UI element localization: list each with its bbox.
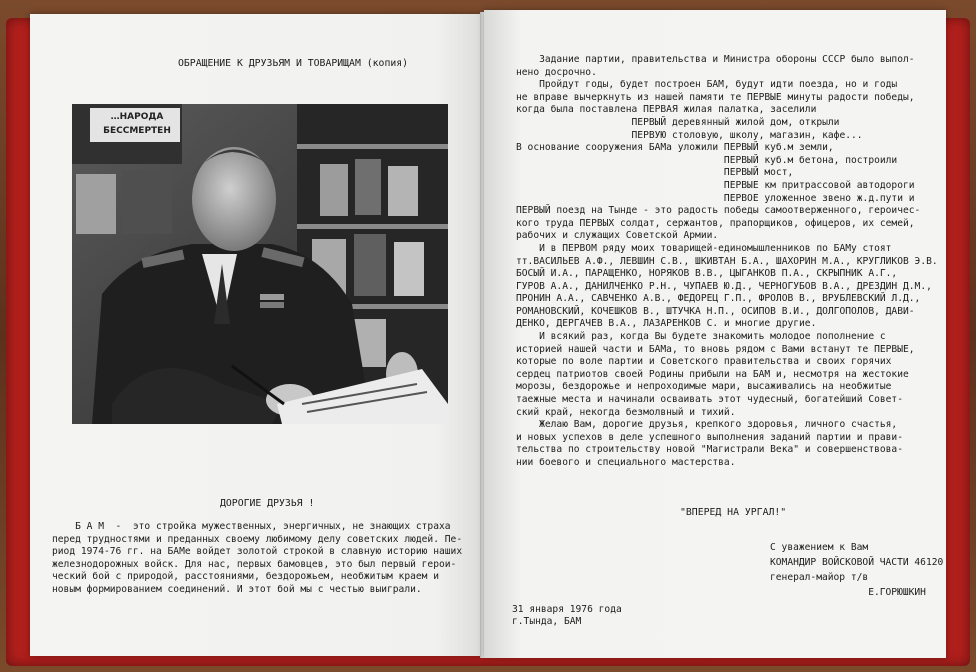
left-body-text <box>52 521 462 597</box>
signature-line: Е.ГОРЮШКИН <box>770 587 926 598</box>
text-line: тт.ВАСИЛЬЕВ А.Ф., ЛЕВШИН С.В., ШКИВТАН Б.А., ШАХОРИН М.А., КРУГЛИКОВ Э.В. <box>516 255 938 267</box>
text-line: И всякий раз, когда Вы будете знакомить молодое пополнение с <box>516 331 886 343</box>
text-line: Желаю Вам, дорогие друзья, крепкого здоровья, личного счастья, <box>516 419 898 431</box>
left-page <box>30 14 482 656</box>
text-line: В основание сооружения БАМа уложили ПЕРВЫЙ куб.м земли, <box>516 142 834 154</box>
text-line: тельства по строительству новой "Магистрали Века" и совершенствова- <box>516 444 903 456</box>
letter-place: г.Тында, БАМ <box>512 616 582 627</box>
text-line: ПЕРВОЕ уложенное звено ж.д.пути и <box>516 192 915 204</box>
right-page <box>484 10 946 658</box>
text-line: И в ПЕРВОМ ряду моих товарищей-единомышленников по БАМу стоят <box>516 242 892 254</box>
text-line: Б А М - это стройка мужественных, энергичных, не знающих страха <box>52 521 451 532</box>
text-line: РОМАНОВСКИЙ, КОЧЕШКОВ В., ШТУЧКА Н.П., ОСИПОВ В.И., ДОЛГОПОЛОВ, ДАВИ- <box>516 305 915 317</box>
text-line: нии боевого и специального мастерства. <box>516 457 736 468</box>
text-line: ПЕРВЫЙ мост, <box>516 167 794 179</box>
text-line: Задание партии, правительства и Министра обороны СССР было выпол- <box>516 54 915 65</box>
text-line: ПЕРВЫЙ деревянный жилой дом, открыли <box>516 116 840 128</box>
photo-sign-text: …НАРОДА БЕССМЕРТЕН <box>103 112 171 136</box>
text-line: морозы, бездорожье и непроходимые мари, высаживались на необжитые <box>516 381 892 393</box>
text-line: ПРОНИН А.А., САВЧЕНКО А.В., ФЕДОРЕЦ Г.П., ФРОЛОВ В., ВРУБЛЕВСКИЙ Л.Д., <box>516 293 921 305</box>
text-line: Пройдут годы, будет построен БАМ, будут идти поезда, но и годы <box>516 79 898 91</box>
signature-block <box>770 540 943 600</box>
text-line: ский край, некогда безмолвный и тихий. <box>516 406 736 418</box>
page-title: ОБРАЩЕНИЕ К ДРУЗЬЯМ И ТОВАРИЩАМ (копия) <box>178 58 409 69</box>
text-line: когда была поставлена ПЕРВАЯ жилая палатка, заселили <box>516 104 817 116</box>
text-line: ГУРОВ А.А., ДАНИЛЧЕНКО Р.Н., ЧУПАЕВ Ю.Д., ЧЕРНОГУБОВ В.А., ДРЕЗДИН Д.М., <box>516 280 932 292</box>
text-line: ПЕРВЫЕ км притрассовой автодороги <box>516 179 915 191</box>
text-line: риод 1974-76 гг. на БАМе войдет золотой строкой в славную историю наших <box>52 546 463 558</box>
text-line: кого труда ПЕРВЫХ солдат, сержантов, прапорщиков, офицеров, их семей, <box>516 217 915 229</box>
text-line: рабочих и служащих Советской Армии. <box>516 230 719 242</box>
right-body-text <box>516 54 938 470</box>
text-line: не вправе вычеркнуть из нашей памяти те ПЕРВЫЕ минуты радости победы, <box>516 91 915 103</box>
text-line: ПЕРВЫЙ куб.м бетона, построили <box>516 154 898 166</box>
text-line: железнодорожных войск. Для нас, первых бамовцев, это был первый герои- <box>52 558 457 570</box>
text-line: которые по воле партии и Советского правительства и своих горячих <box>516 356 892 368</box>
signature-line: КОМАНДИР ВОЙСКОВОЙ ЧАСТИ 46120 <box>770 557 944 568</box>
text-line: ческий бой с природой, расстояниями, бездорожьем, необжитым краем и <box>52 571 439 583</box>
text-line: БОСЫЙ И.А., ПАРАЩЕНКО, НОРЯКОВ В.В., ЦЫГАНКОВ П.А., СКРЫПНИК А.Г., <box>516 268 898 280</box>
text-line: ДЕНКО, ДЕРГАЧЕВ В.А., ЛАЗАРЕНКОВ С. и многие другие. <box>516 318 817 330</box>
letter-date: 31 января 1976 года <box>512 604 622 615</box>
signature-line: С уважением к Вам <box>770 542 869 553</box>
text-line: перед трудностями и преданных своему любимому делу советских людей. Пе- <box>52 533 463 545</box>
text-line: и новых успехов в деле успешного выполнения заданий партии и прави- <box>516 431 903 443</box>
text-line: ПЕРВУЮ столовую, школу, магазин, кафе... <box>516 129 863 141</box>
slogan: "ВПЕРЕД НА УРГАЛ!" <box>680 507 787 518</box>
text-line: нено досрочно. <box>516 66 597 78</box>
text-line: таежные места и начинали осваивать этот чудесный, богатейший Совет- <box>516 394 903 406</box>
portrait-photo <box>72 104 448 424</box>
text-line: ПЕРВЫЙ поезд на Тынде - это радость победы самоотверженного, героичес- <box>516 205 921 217</box>
text-line: сердец патриотов своей Родины прибыли на БАМ и, несмотря на жестокие <box>516 368 909 380</box>
text-line: историей нашей части и БАМа, то вновь рядом с Вами встанут те ПЕРВЫЕ, <box>516 343 915 355</box>
greeting-heading: ДОРОГИЕ ДРУЗЬЯ ! <box>220 498 315 509</box>
signature-line: генерал-майор т/в <box>770 572 869 583</box>
text-line: новым формированием соединений. И этот бой мы с честью выиграли. <box>52 583 422 595</box>
